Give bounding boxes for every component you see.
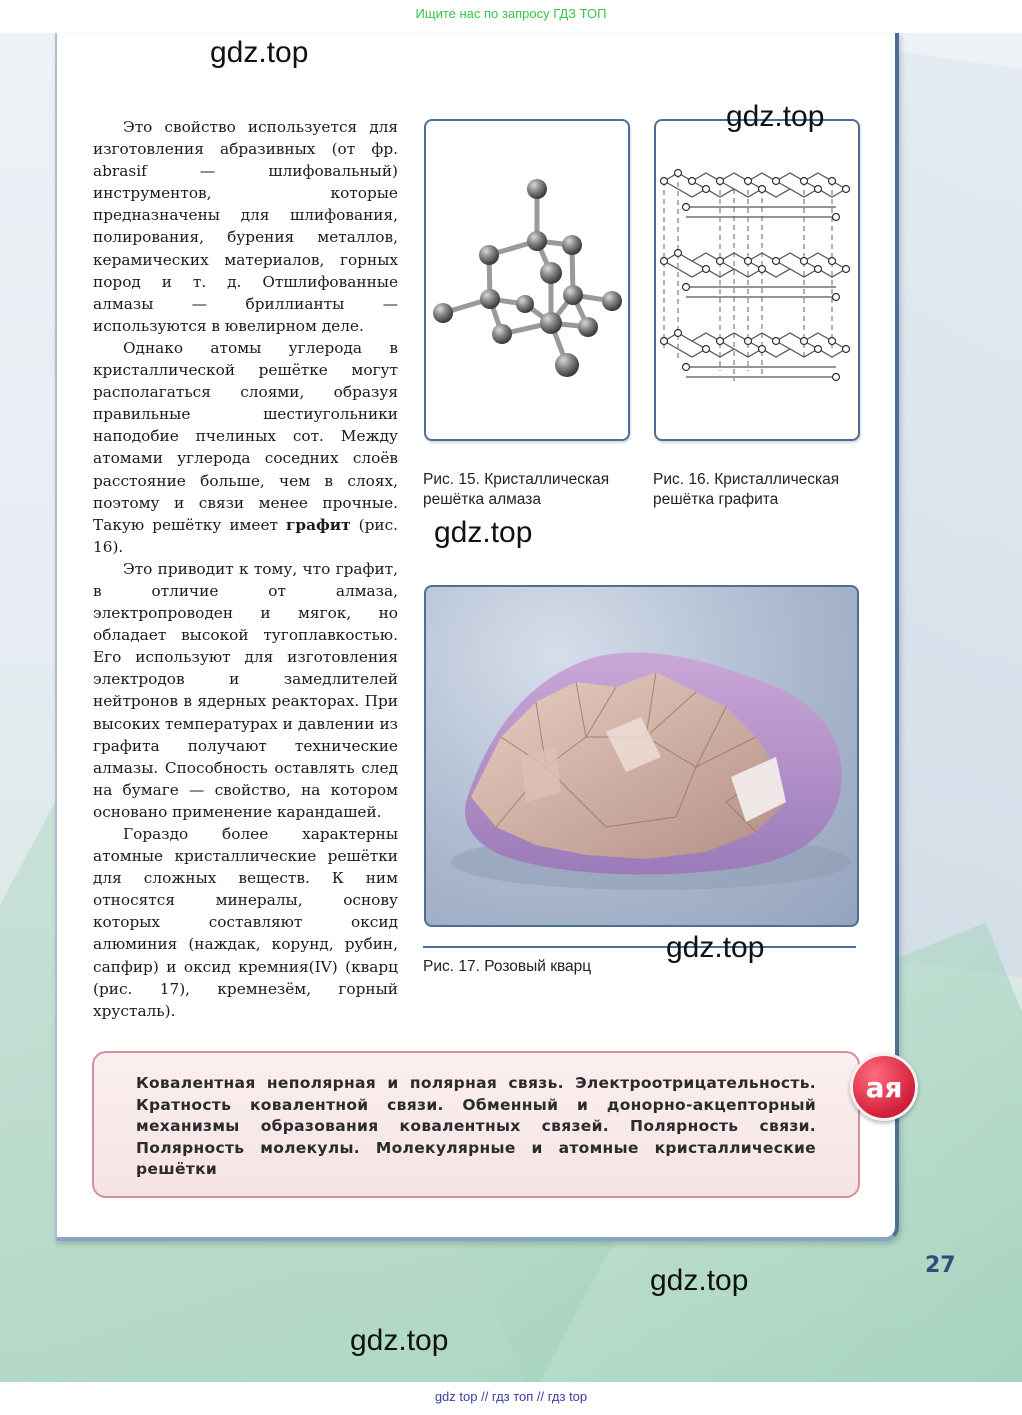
figure-graphite-lattice: [654, 119, 860, 441]
paragraph: [93, 337, 398, 558]
caption-line: Рис. 15. Кристаллическая: [423, 471, 610, 488]
body-text: [93, 116, 398, 1022]
caption-divider: [423, 946, 856, 948]
rose-quartz-image: [426, 587, 857, 925]
paragraph: [93, 116, 398, 337]
figure-15-caption: [423, 470, 643, 510]
watermark: gdz.top: [210, 36, 309, 69]
caption-line: решётка графита: [653, 491, 779, 508]
figure-16-caption: [653, 470, 873, 510]
watermark: gdz.top: [350, 1324, 449, 1357]
caption-line: решётка алмаза: [423, 491, 541, 508]
top-banner[interactable]: Ищите нас по запросу ГДЗ ТОП: [415, 6, 607, 21]
paragraph-text: Это свойство используется для изготовления абразивных (от фр. abrasif — шлифовальный) инструментов, которые предназначены для шлифования, полирования, бурения металлов, керамических материалов, горных пород и т. д. Отшлифованные алмазы — бриллианты — используются в ювелирном деле.: [93, 118, 398, 335]
watermark: gdz.top: [666, 931, 765, 964]
rose-quartz-photo: [424, 585, 859, 927]
keywords-text: Ковалентная неполярная и полярная связь. Электроотрицательность. Кратность ковалентной связи. Обменный и донорно-акцепторный механизмы образования ковалентных связей. Полярность связи. Полярность молекулы. Молекулярные и атомные кристаллические решётки: [136, 1074, 816, 1179]
glossary-badge-icon: ая: [850, 1053, 918, 1121]
caption-line: Рис. 16. Кристаллическая: [653, 471, 840, 488]
watermark: gdz.top: [650, 1264, 749, 1297]
paragraph-text: Однако атомы углерода в кристаллической решётке могут располагаться слоями, образуя правильные шестиугольники наподобие пчелиных сот. Между атомами углерода соседних слоёв расстояние больше, чем в слоях, поэтому и связи менее прочные. Такую решётку имеет: [93, 338, 398, 534]
keywords-box: [92, 1051, 860, 1198]
figure-diamond-lattice: [424, 119, 630, 441]
diamond-lattice-image: [426, 121, 628, 439]
paragraph: [93, 823, 398, 1022]
paragraph-text: Гораздо более характерны атомные кристаллические решётки для сложных веществ. К ним относятся минералы, основу которых составляют оксид алюминия (наждак, корунд, рубин, сапфир) и оксид кремния(IV) (кварц (рис. 17), кремнезём, горный хрусталь).: [93, 825, 398, 1020]
watermark: gdz.top: [434, 516, 533, 549]
footer-links[interactable]: gdz top // гдз топ // гдз top: [434, 1389, 588, 1404]
paragraph-text: Это приводит к тому, что графит, в отличие от алмаза, электропроводен и мягок, но обладает высокой тугоплавкостью. Его используют для изготовления электродов и замедлителей нейтронов в ядерных реакторах. При высоких температурах и давлении из графита получают технические алмазы. Способность оставлять след на бумаге — свойство, на котором основано применение карандашей.: [93, 559, 398, 821]
graphite-lattice-image: [656, 121, 858, 439]
paragraph: [93, 558, 398, 823]
figure-17-caption: Рис. 17. Розовый кварц: [423, 958, 592, 975]
watermark: gdz.top: [726, 100, 825, 133]
page-number: 27: [925, 1253, 956, 1278]
paragraph-text: (рис. 16).: [93, 515, 399, 556]
term-bold: графит: [286, 515, 351, 534]
